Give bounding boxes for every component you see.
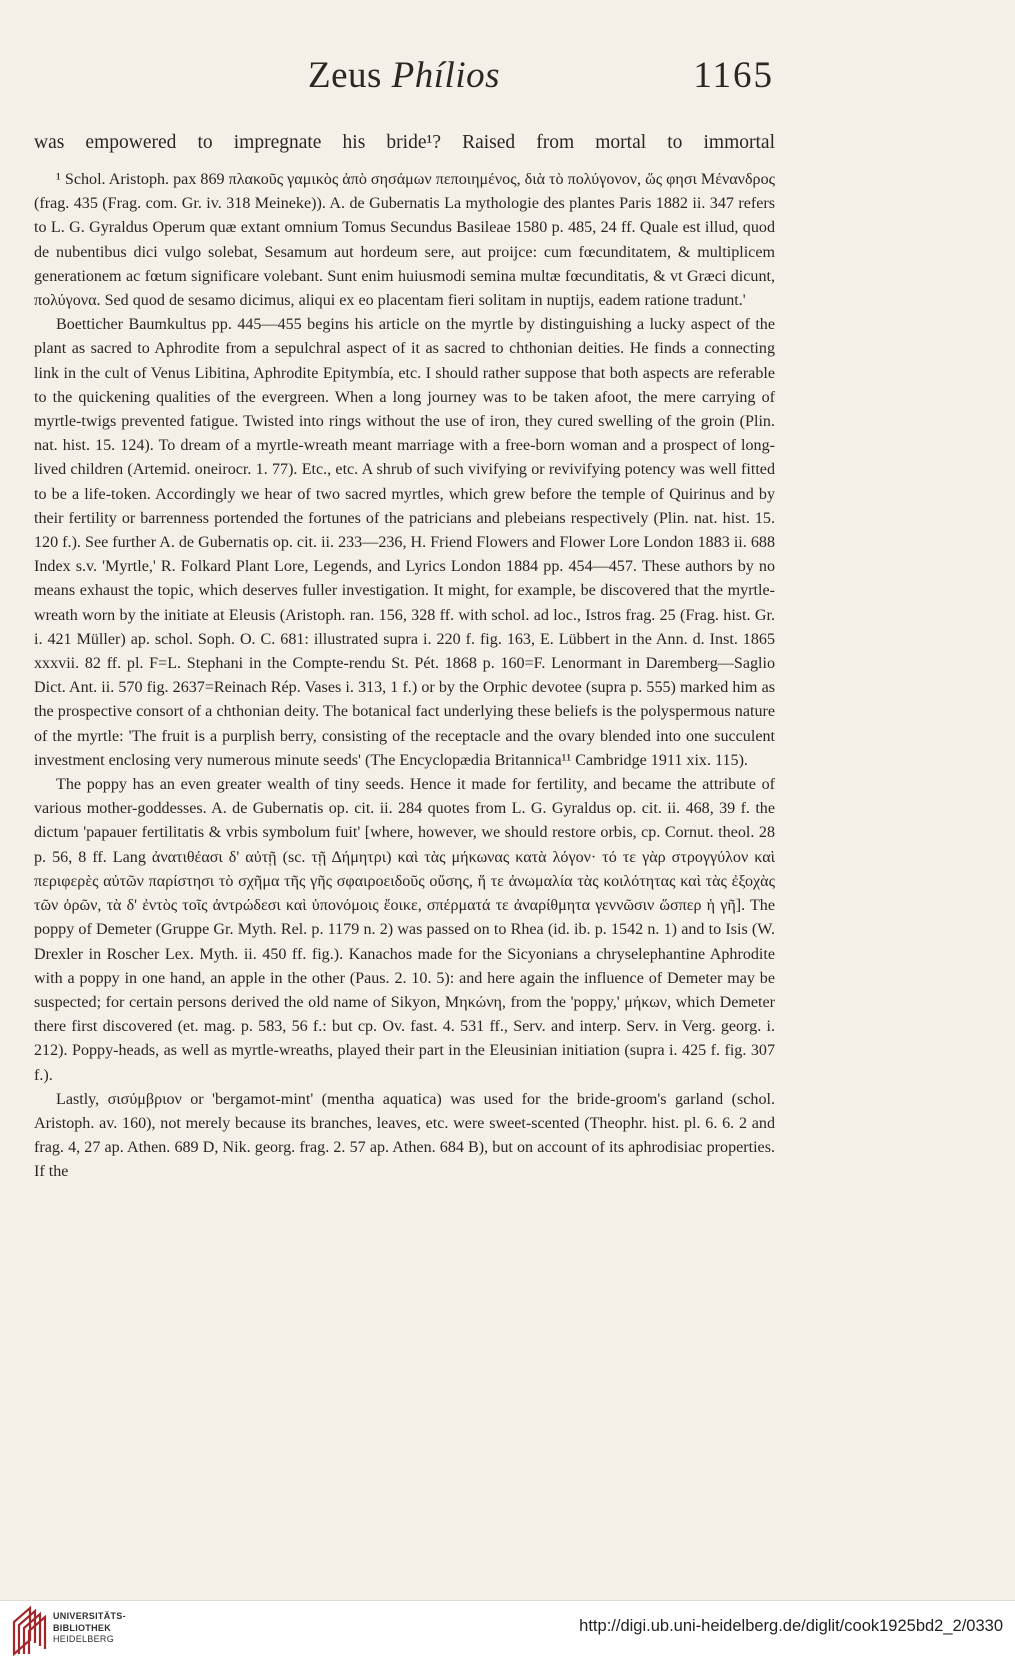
footnote-scholion: ¹ Schol. Aristoph. pax 869 πλακοῦς γαμικὸς ἀπὸ σησάμων πεποιημένος, διὰ τὸ πολύγονον, ὥς φησι Μένανδρος (frag. 435 (Frag. com. Gr. iv. 318 Meineke)). A. de Gubernatis La mythologie des plantes Paris 1882 ii. 347 refers to L. G. Gyraldus Operum quæ extant omnium Tomus Secundus Basileae 1580 p. 485, 24 ff. Quale est illud, quod de nubentibus dici vulgo solebat, Sesamum aut hordeum sere, aut proijce: cum fœcunditatem, & multiplicem generationem ac fœtum significare volebant. Sunt enim huiusmodi semina multæ fœcunditatis, & vt Græci dicunt, πολύγονα. Sed quod de sesamo dicimus, aliqui ex eo placentam fieri solitam in nuptijs, eadem ratione tradunt.' — [34, 171, 775, 310]
page-content — [34, 130, 775, 1185]
running-title — [34, 54, 774, 97]
footnote-myrtle: Boetticher Baumkultus pp. 445—455 begins his article on the myrtle by distinguishing a lucky aspect of the plant as sacred to Aphrodite from a sepulchral aspect of it as sacred to chthonian deities. He finds a connecting link in the cult of Venus Libitina, Aphrodite Epitymbía, etc. I should rather suppose that both aspects are referable to the quickening qualities of the evergreen. When a long journey was to be taken afoot, the mere carrying of myrtle-twigs prevented fatigue. Twisted into rings without the use of iron, they cured swelling of the groin (Plin. nat. hist. 15. 124). To dream of a myrtle-wreath meant marriage with a free-born woman and a prospect of long-lived children (Artemid. oneirocr. 1. 77). Etc., etc. A shrub of such vivifying or revivifying potency was well fitted to be a life-token. Accordingly we hear of two sacred myrtles, which grew before the temple of Quirinus and by their fertility or barrenness portended the fortunes of the patricians and plebeians respectively (Plin. nat. hist. 15. 120 f.). See further A. de Gubernatis op. cit. ii. 233—236, H. Friend Flowers and Flower Lore London 1883 ii. 688 Index s.v. 'Myrtle,' R. Folkard Plant Lore, Legends, and Lyrics London 1884 pp. 454—457. These authors by no means exhaust the topic, which deserves fuller investigation. It might, for example, be discovered that the myrtle-wreath worn by the initiate at Eleusis (Aristoph. ran. 156, 328 ff. with schol. ad loc., Istros frag. 25 (Frag. hist. Gr. i. 421 Müller) ap. schol. Soph. O. C. 681: illustrated supra i. 220 f. fig. 163, E. Lübbert in the Ann. d. Inst. 1865 xxxvii. 82 ff. pl. F=L. Stephani in the Compte-rendu St. Pét. 1868 p. 160=F. Lenormant in Daremberg—Saglio Dict. Ant. ii. 570 fig. 2637=Reinach Rép. Vases i. 313, 1 f.) or by the Orphic devotee (supra p. 555) marked him as the prospective consort of a chthonian deity. The botanical fact underlying these beliefs is the polyspermous nature of the myrtle: 'The fruit is a purplish berry, consisting of the receptacle and the ovary blended into one succulent investment enclosing very numerous minute seeds' (The Encyclopædia Britannica¹¹ Cambridge 1911 xix. 115). — [34, 316, 775, 769]
library-name-line3: HEIDELBERG — [53, 1634, 115, 1644]
page-number: 1165 — [693, 55, 774, 96]
footnote-bergamot-mint: Lastly, σισύμβριον or 'bergamot-mint' (mentha aquatica) was used for the bride-groom's garland (schol. Aristoph. av. 160), not merely because its branches, leaves, etc. were sweet-scented (Theophr. hist. pl. 6. 6. 2 and frag. 4, 27 ap. Athen. 689 D, Nik. georg. frag. 2. 57 ap. Athen. 684 B), but on account of its aphrodisiac properties. If the — [34, 1090, 775, 1181]
library-logo[interactable] — [10, 1604, 140, 1660]
library-name-line2: BIBLIOTHEK — [53, 1622, 111, 1633]
footnote-poppy: The poppy has an even greater wealth of tiny seeds. Hence it made for fertility, and became the attribute of various mother-goddesses. A. de Gubernatis op. cit. ii. 284 quotes from L. G. Gyraldus op. cit. ii. 468, 39 f. the dictum 'papauer fertilitatis & vrbis symbolum fuit' [where, however, we should restore orbis, cp. Cornut. theol. 28 p. 56, 8 ff. Lang ἀνατιθέασι δ' αὐτῇ (sc. τῇ Δήμητρι) καὶ τὰς μήκωνας κατὰ λόγον· τό τε γὰρ στρογγύλον καὶ περιφερὲς αὐτῶν παρίστησι τὸ σχῆμα τῆς γῆς σφαιροειδοῦς οὔσης, ἥ τε ἀνωμαλία τὰς κοιλότητας καὶ τὰς ἐξοχὰς τῶν ὀρῶν, τὰ δ' ἐντὸς τοῖς ἀντρώδεσι καὶ ὑπονόμοις ἔοικε, σπέρματά τε ἀναρίθμητα γεννῶσιν ὥσπερ ἡ γῆ]. The poppy of Demeter (Gruppe Gr. Myth. Rel. p. 1179 n. 2) was passed on to Rhea (id. ib. p. 1542 n. 1) and to Isis (W. Drexler in Roscher Lex. Myth. ii. 450 ff. fig.). Kanachos made for the Sicyonians a chryselephantine Aphrodite with a poppy in one hand, an apple in the other (Paus. 2. 10. 5): and here again the influence of Demeter may be suspected; for certain persons derived the old name of Sikyon, Μηκώνη, from the 'poppy,' μήκων, which Demeter there first discovered (et. mag. p. 583, 56 f.: but cp. Ov. fast. 4. 531 ff., Serv. and interp. Serv. in Verg. georg. i. 212). Poppy-heads, as well as myrtle-wreaths, played their part in the Eleusinian initiation (supra i. 425 f. fig. 307 f.). — [34, 776, 775, 1084]
running-title-main: Zeus — [307, 55, 392, 96]
library-name-line1: UNIVERSITÄTS- — [53, 1611, 126, 1621]
permalink-url[interactable]: http://digi.ub.uni-heidelberg.de/diglit/cook1925bd2_2/0330 — [579, 1617, 1003, 1635]
library-name — [53, 1611, 126, 1646]
running-title-italic: Phílios — [391, 55, 501, 96]
library-emblem-icon — [10, 1604, 48, 1656]
running-header — [34, 54, 774, 104]
body-text-line: was empowered to impregnate his bride¹? Raised from mortal to immortal — [34, 132, 775, 153]
